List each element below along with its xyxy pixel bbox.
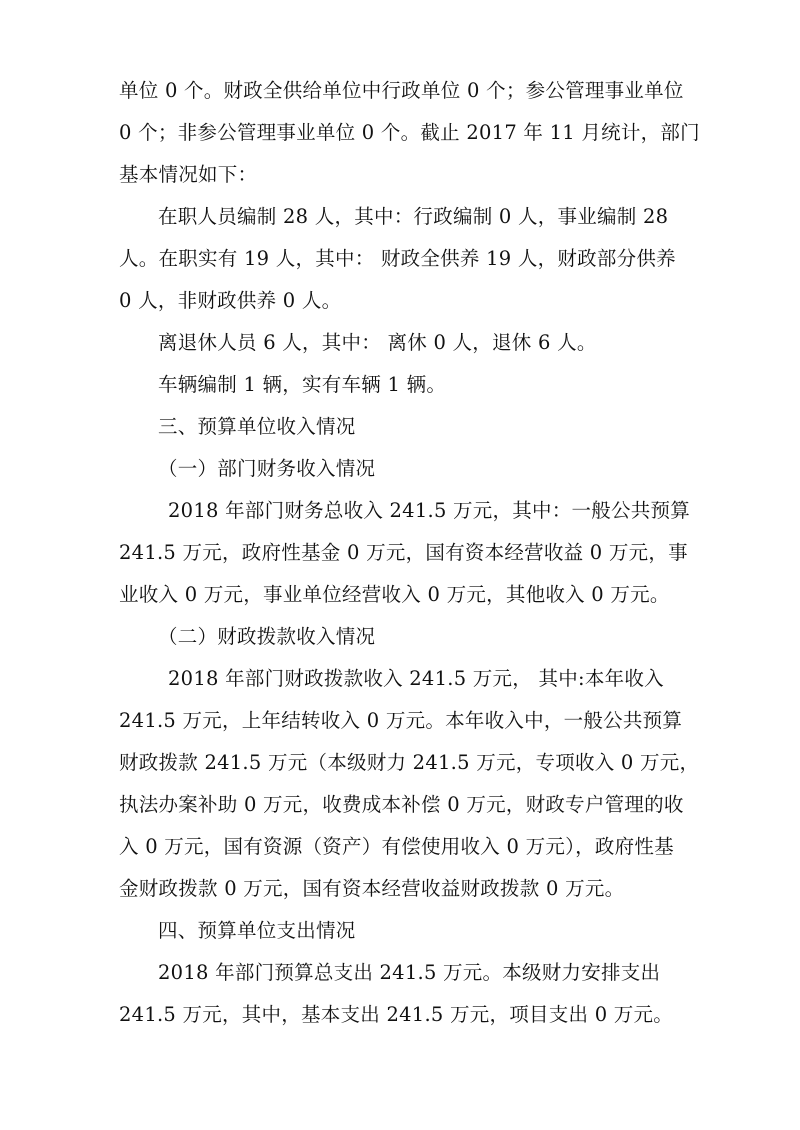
text-line: 车辆编制 1 辆，实有车辆 1 辆。	[158, 373, 447, 396]
text-line: 入 0 万元，国有资源（资产）有偿使用收入 0 万元），政府性基	[119, 835, 674, 858]
text-line: 单位 0 个。财政全供给单位中行政单位 0 个；参公管理事业单位	[119, 79, 684, 102]
text-line: 金财政拨款 0 万元，国有资本经营收益财政拨款 0 万元。	[119, 877, 625, 900]
text-line: 241.5 万元，政府性基金 0 万元，国有资本经营收益 0 万元，事	[119, 541, 688, 564]
text-line: 基本情况如下：	[119, 163, 258, 186]
text-line: 执法办案补助 0 万元，收费成本补偿 0 万元，财政专户管理的收	[119, 793, 684, 816]
text-line: 离退休人员 6 人，其中： 离休 0 人，退休 6 人。	[158, 331, 597, 354]
subsection-heading: （二）财政拨款收入情况	[158, 625, 376, 648]
text-line: 0 个；非参公管理事业单位 0 个。截止 2017 年 11 月统计，部门	[119, 121, 700, 144]
text-line: 财政拨款 241.5 万元（本级财力 241.5 万元，专项收入 0 万元，	[119, 751, 700, 774]
text-line: 241.5 万元，其中，基本支出 241.5 万元，项目支出 0 万元。	[119, 1003, 674, 1026]
text-line: 在职人员编制 28 人，其中：行政编制 0 人，事业编制 28	[158, 205, 669, 228]
section-heading: 四、预算单位支出情况	[158, 919, 356, 942]
text-line: 业收入 0 万元，事业单位经营收入 0 万元，其他收入 0 万元。	[119, 583, 670, 606]
text-line: 2018 年部门财务总收入 241.5 万元，其中：一般公共预算	[168, 499, 691, 522]
text-line: 241.5 万元，上年结转收入 0 万元。本年收入中，一般公共预算	[119, 709, 683, 732]
subsection-heading: （一）部门财务收入情况	[158, 457, 376, 480]
text-line: 0 人，非财政供养 0 人。	[119, 289, 342, 312]
text-line: 人。在职实有 19 人，其中： 财政全供养 19 人，财政部分供养	[119, 247, 676, 270]
section-heading: 三、预算单位收入情况	[158, 415, 356, 438]
document-body	[119, 70, 700, 1036]
text-line: 2018 年部门预算总支出 241.5 万元。本级财力安排支出	[158, 961, 661, 984]
text-line: 2018 年部门财政拨款收入 241.5 万元， 其中:本年收入	[168, 667, 664, 690]
